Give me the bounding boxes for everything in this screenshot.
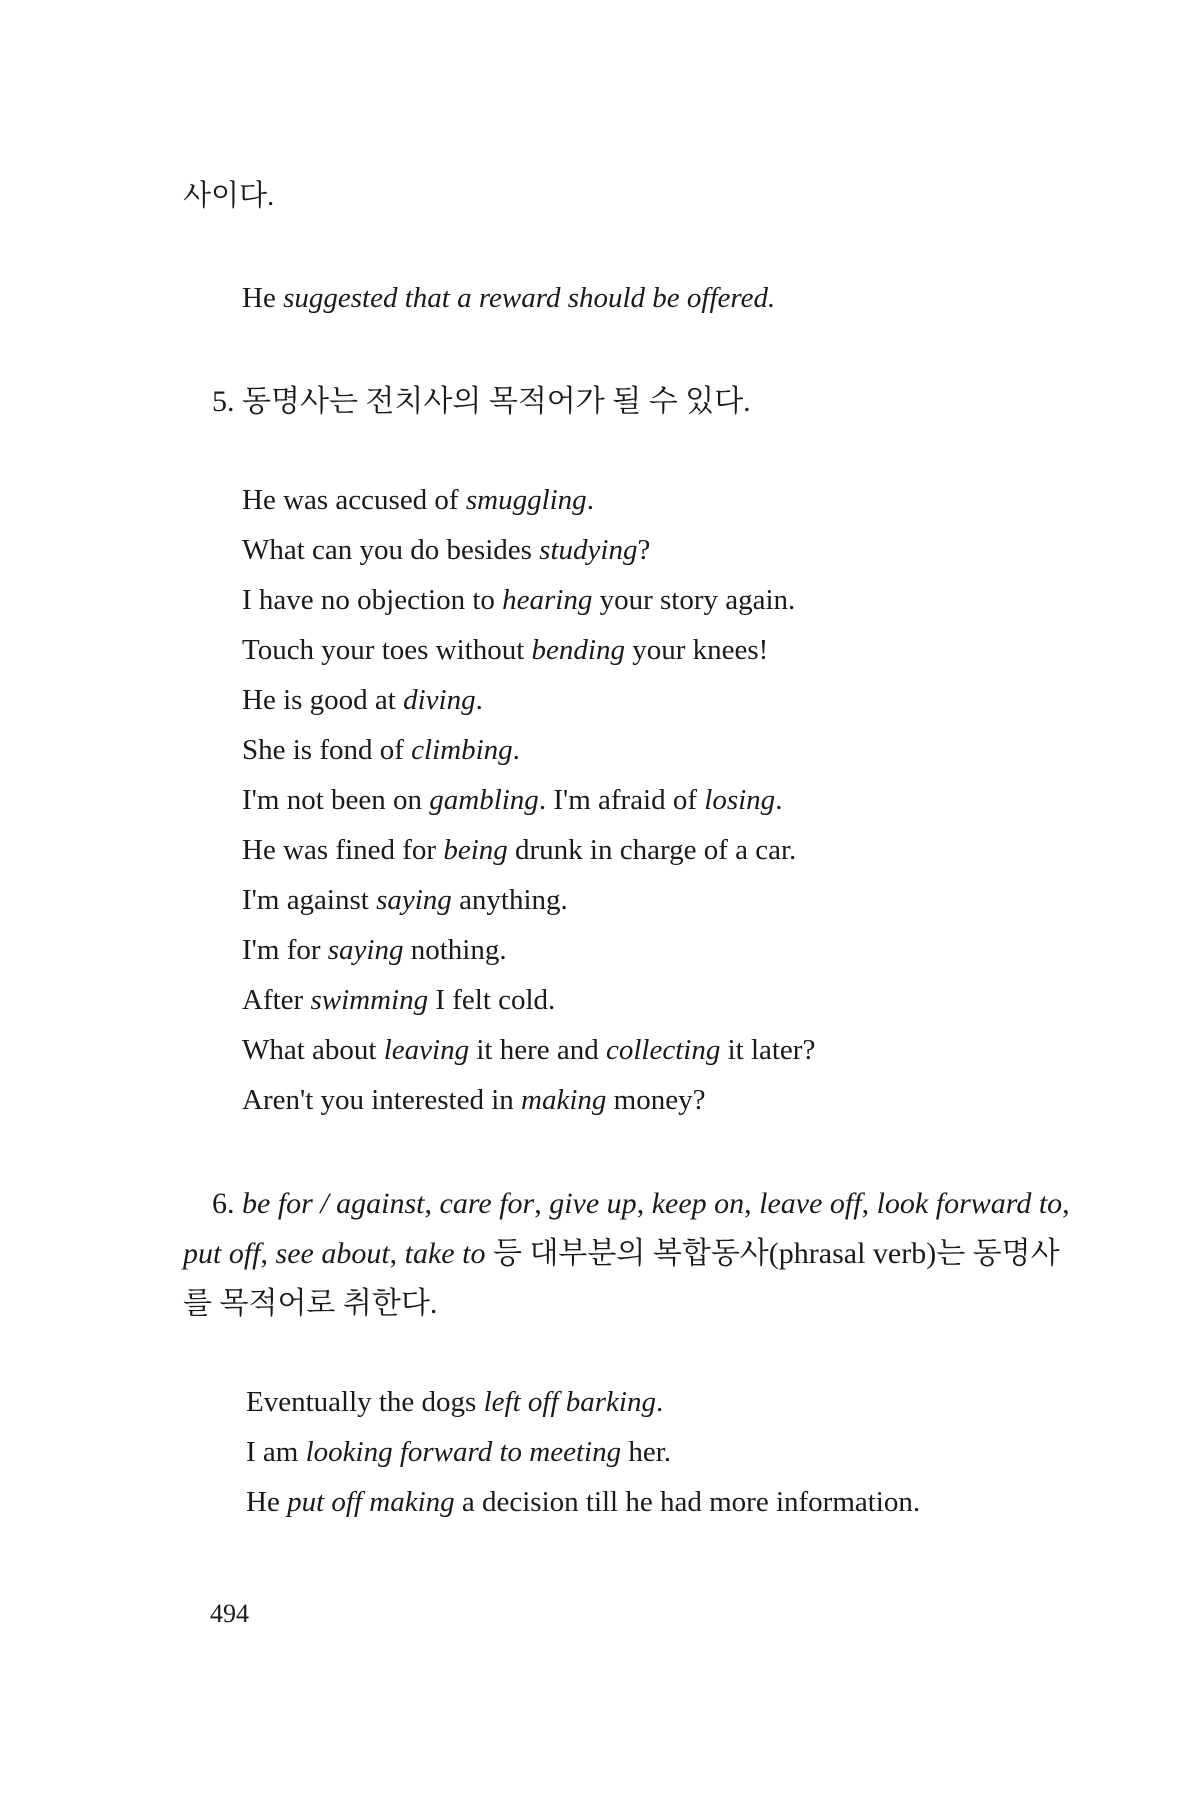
text-run: a decision till he had more information. (454, 1486, 921, 1518)
text-run: I am (246, 1436, 306, 1468)
example-line (242, 832, 796, 868)
text-run: She is fond of (242, 734, 412, 766)
italic-term: climbing (411, 734, 513, 766)
italic-term: diving (403, 684, 476, 716)
example-line (212, 1186, 1070, 1222)
section-5-heading: 5. 동명사는 전치사의 목적어가 될 수 있다. (212, 385, 751, 418)
example-line (242, 532, 650, 568)
text-run: , (389, 1237, 405, 1270)
italic-term: take to (404, 1237, 486, 1270)
text-run: nothing. (403, 934, 507, 966)
example-line (246, 1384, 663, 1420)
text-run: Eventually the dogs (246, 1386, 484, 1418)
text-run: drunk in charge of a car. (507, 834, 797, 866)
text-run: it later? (720, 1034, 816, 1066)
text-run: He (246, 1486, 288, 1518)
example-line (242, 1032, 815, 1068)
italic-term: left off barking (483, 1386, 656, 1418)
text-run: I'm for (242, 934, 328, 966)
text-run: He (242, 282, 284, 314)
text-run: , (861, 1187, 877, 1220)
text-run: money? (606, 1084, 706, 1116)
italic-term: leaving (383, 1034, 470, 1066)
italic-term: collecting (605, 1034, 721, 1066)
example-line (242, 882, 568, 918)
text-run: , (534, 1187, 550, 1220)
text-run: I'm not been on (242, 784, 430, 816)
text-run: it here and (469, 1034, 606, 1066)
text-run: her. (621, 1436, 672, 1468)
italic-term: look forward to (876, 1187, 1063, 1220)
text-run: . (586, 484, 594, 516)
text-run: After (242, 984, 311, 1016)
italic-term: give up (549, 1187, 637, 1220)
italic-term: saying (327, 934, 404, 966)
text-run: ? (637, 534, 651, 566)
text-run: I have no objection to (242, 584, 503, 616)
text-run: I felt cold. (428, 984, 556, 1016)
italic-term: put off (183, 1237, 261, 1270)
text-run: Aren't you interested in (242, 1084, 522, 1116)
italic-term: being (443, 834, 508, 866)
example-sentence (242, 280, 775, 316)
text-run: . I'm afraid of (538, 784, 705, 816)
italic-term: looking forward to meeting (305, 1436, 622, 1468)
text-run: He was accused of (242, 484, 466, 516)
example-line (242, 582, 795, 618)
italic-term: be for / against (242, 1187, 425, 1220)
text-run: What can you do besides (242, 534, 540, 566)
text-run: your story again. (592, 584, 796, 616)
example-line (242, 1082, 705, 1118)
italic-term: smuggling (465, 484, 587, 516)
text-run: Touch your toes without (242, 634, 532, 666)
continuation-text: 사이다. (183, 180, 275, 212)
italic-term: put off making (287, 1486, 455, 1518)
example-line (246, 1434, 671, 1470)
text-run: . (512, 734, 520, 766)
text-run: , (1062, 1187, 1070, 1220)
text-run: What about (242, 1034, 384, 1066)
example-line (242, 932, 507, 968)
italic-term: swimming (310, 984, 429, 1016)
text-run: , (424, 1187, 440, 1220)
text-run: your knees! (624, 634, 769, 666)
example-line (183, 1286, 437, 1322)
example-line (183, 1236, 1060, 1272)
text-run: , (260, 1237, 276, 1270)
example-line (242, 682, 483, 718)
text-run: 를 목적어로 취한다. (183, 1287, 438, 1320)
text-run: 6. (212, 1187, 242, 1220)
text-run: . (775, 784, 783, 816)
italic-term: suggested that a reward should be offered. (283, 282, 776, 314)
italic-term: hearing (502, 584, 593, 616)
italic-term: keep on (651, 1187, 745, 1220)
example-line (242, 782, 782, 818)
italic-term: making (521, 1084, 607, 1116)
text-run: . (475, 684, 483, 716)
text-run: , (636, 1187, 652, 1220)
text-run: He is good at (242, 684, 404, 716)
page-number: 494 (210, 1599, 249, 1628)
example-line (242, 482, 594, 518)
italic-term: care for (439, 1187, 535, 1220)
italic-term: studying (539, 534, 638, 566)
example-line (242, 632, 768, 668)
text-run: He was fined for (242, 834, 444, 866)
text-run: , (744, 1187, 760, 1220)
example-line (246, 1484, 920, 1520)
italic-term: see about (275, 1237, 390, 1270)
text-run: anything. (451, 884, 568, 916)
italic-term: losing (704, 784, 776, 816)
italic-term: saying (376, 884, 452, 916)
example-line (242, 982, 555, 1018)
text-run: 등 대부분의 복합동사(phrasal verb)는 동명사 (485, 1237, 1060, 1270)
text-run: . (655, 1386, 664, 1418)
italic-term: bending (531, 634, 625, 666)
italic-term: gambling (429, 784, 539, 816)
italic-term: leave off (759, 1187, 862, 1220)
text-run: I'm against (242, 884, 377, 916)
example-line (242, 732, 520, 768)
